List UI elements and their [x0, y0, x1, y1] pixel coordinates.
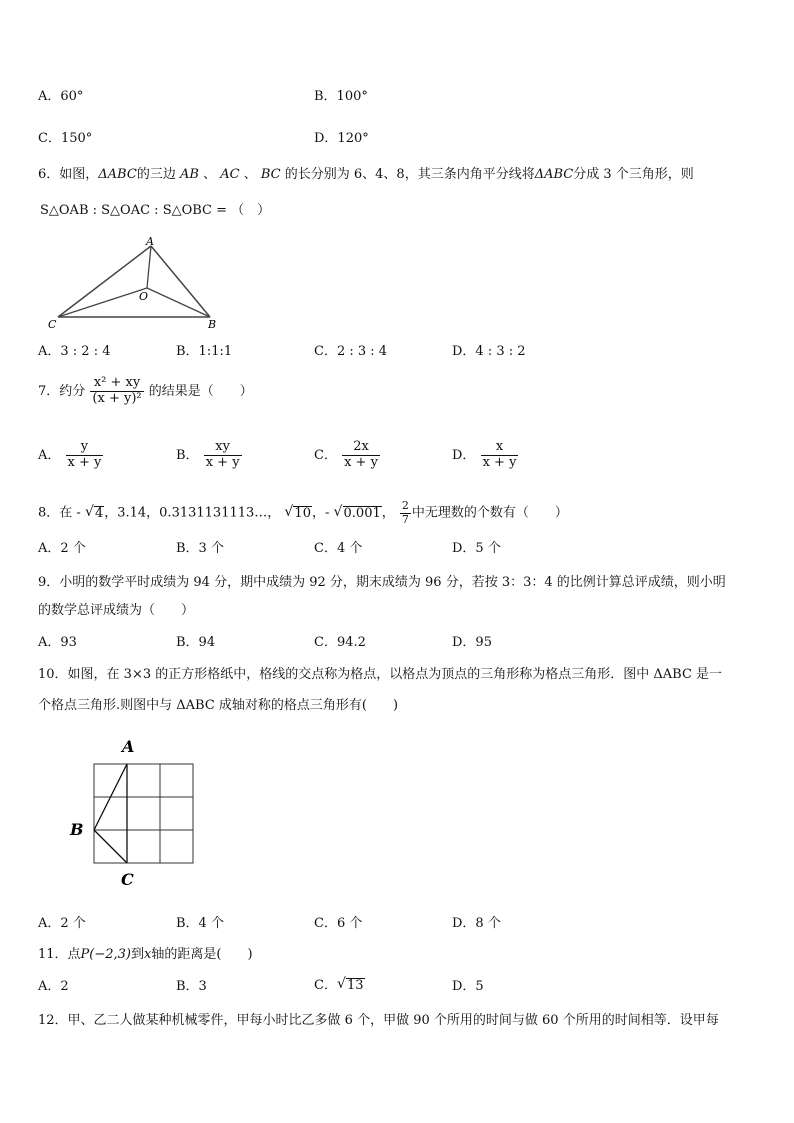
- frac-num: xy: [204, 440, 242, 456]
- q10-grid-figure: [64, 734, 204, 892]
- q6-side-bc: BC: [260, 167, 281, 182]
- q7-option-b-label: B．: [176, 447, 199, 463]
- q10-grid-lines: [94, 764, 193, 863]
- radicand: 13: [346, 978, 364, 993]
- q11-axis: x: [144, 947, 152, 962]
- frac-den: 7: [401, 512, 409, 526]
- q6-ratio-line: S△OAB : S△OAC : S△OBC = （ ）: [40, 203, 271, 218]
- q7-option-d-label: D．: [452, 447, 476, 463]
- frac-den: x + y: [205, 454, 240, 470]
- q7-option-a-label: A．: [38, 447, 61, 463]
- q11-option-a: A．2: [38, 979, 69, 994]
- q8-mid1: ，3.14，0.3131131113…，: [104, 505, 281, 521]
- q11-sqrt-13: [337, 978, 365, 993]
- q8-fraction: [400, 500, 411, 526]
- q11-option-b: B．3: [176, 979, 207, 994]
- q6-label-b: B: [208, 318, 217, 330]
- q11-stem: [38, 948, 253, 961]
- q7-stem: [38, 376, 253, 407]
- q5-option-a: A．60°: [38, 89, 84, 104]
- q10-triangle-abc: [94, 764, 127, 863]
- q5-option-d: D．120°: [314, 131, 369, 146]
- q8-stem: [38, 500, 568, 526]
- q6-sep: 、: [203, 167, 217, 182]
- q11-point: P(−2,3): [80, 947, 132, 962]
- q6-stem-mid2: 的长分别为 6、4、8，其三条内角平分线将: [284, 167, 535, 182]
- q7-stem-post: 的结果是（ ）: [148, 383, 253, 399]
- q7-frac-num: x² + xy: [90, 376, 143, 392]
- q7-option-a: [38, 440, 104, 471]
- frac-den: x + y: [67, 454, 102, 470]
- q12-stem-line1: 12．甲、乙二人做某种机械零件，甲每小时比乙多做 6 个，甲做 90 个所用的时间与做 60 个所用的时间相等．设甲每: [38, 1013, 719, 1028]
- frac-num: x: [481, 440, 519, 456]
- q9-option-c: C．94.2: [314, 635, 366, 650]
- q8-option-b: B．3 个: [176, 541, 224, 556]
- q6-stem: [38, 168, 694, 181]
- q8-option-a: A．2 个: [38, 541, 86, 556]
- q9-option-b: B．94: [176, 635, 216, 650]
- q6-stem-end: 分成 3 个三角形，则: [573, 167, 694, 182]
- q11-option-c-label: C．: [314, 978, 337, 993]
- q11-option-c: [314, 978, 365, 993]
- q5-option-c: C．150°: [38, 131, 93, 146]
- q10-stem-line1: 10．如图，在 3×3 的正方形格纸中，格线的交点称为格点，以格点为顶点的三角形称为格点三角形．图中 ΔABC 是一: [38, 667, 723, 682]
- q8-mid2: ，-: [311, 505, 330, 521]
- q8-option-c: C．4 个: [314, 541, 363, 556]
- q11-stem-post: 轴的距离是( ): [151, 947, 253, 962]
- q7-option-c-label: C．: [314, 447, 337, 463]
- q10-option-d: D．8 个: [452, 916, 501, 931]
- q8-sqrt-0001: [334, 506, 382, 521]
- q6-option-a: A．3 : 2 : 4: [38, 344, 111, 359]
- q10-option-c: C．6 个: [314, 916, 363, 931]
- q5-option-b: B．100°: [314, 89, 368, 104]
- q8-sqrt-4: [85, 506, 104, 521]
- frac-num: y: [66, 440, 104, 456]
- q6-triangle: ΔABC: [534, 167, 574, 182]
- q6-option-b: B．1:1:1: [176, 344, 233, 359]
- q11-stem-mid: 到: [131, 947, 145, 962]
- q6-side-ac: AC: [220, 167, 240, 182]
- frac-den: x + y: [344, 454, 378, 470]
- radicand: 10: [294, 505, 311, 521]
- q9-option-a: A．93: [38, 635, 77, 650]
- q7-stem-pre: 7．约分: [38, 383, 86, 399]
- q7-option-b-frac: [204, 440, 242, 471]
- q6-option-c: C．2 : 3 : 4: [314, 344, 388, 359]
- q6-side-ab: AB: [179, 167, 199, 182]
- q7-option-d-frac: [481, 440, 519, 471]
- frac-num: 2x: [342, 440, 380, 456]
- q6-label-o: O: [139, 290, 149, 303]
- q6-label-c: C: [48, 318, 57, 330]
- q8-sqrt-10: [284, 506, 312, 521]
- q11-stem-pre: 11．点: [38, 947, 81, 962]
- q7-frac-den: (x + y)²: [92, 390, 142, 406]
- q7-option-c-frac: [342, 440, 380, 471]
- q10-option-b: B．4 个: [176, 916, 224, 931]
- q7-option-d: [452, 440, 519, 471]
- q10-label-c: C: [121, 870, 134, 889]
- radicand: 4: [94, 505, 104, 521]
- q10-label-b: B: [70, 820, 84, 839]
- q7-option-a-frac: [66, 440, 104, 471]
- q8-option-d: D．5 个: [452, 541, 501, 556]
- q7-fraction: [90, 376, 143, 407]
- q6-stem-mid1: 的三边: [136, 167, 176, 182]
- q7-option-c: [314, 440, 381, 471]
- q6-option-d: D．4 : 3 : 2: [452, 344, 526, 359]
- q9-stem-line2: 的数学总评成绩为（ ）: [38, 603, 195, 618]
- q6-label-a: A: [146, 235, 154, 248]
- q6-sep: 、: [243, 167, 257, 182]
- q9-stem-line1: 9．小明的数学平时成绩为 94 分，期中成绩为 92 分，期末成绩为 96 分，若按 3：3：4 的比例计算总评成绩，则小明: [38, 575, 726, 590]
- q10-stem-line2: 个格点三角形.则图中与 ΔABC 成轴对称的格点三角形有( ): [38, 698, 399, 713]
- q7-option-b: [176, 440, 243, 471]
- q8-mid3: ，: [381, 505, 395, 521]
- q6-triangle: ΔABC: [98, 167, 137, 182]
- q9-option-d: D．95: [452, 635, 492, 650]
- q8-stem-post: 中无理数的个数有（ ）: [411, 505, 568, 521]
- q10-option-a: A．2 个: [38, 916, 86, 931]
- q6-stem-pre: 6．如图，: [38, 167, 99, 182]
- frac-den: x + y: [482, 454, 517, 470]
- q6-triangle-figure: [44, 234, 224, 330]
- q10-label-a: A: [122, 737, 135, 756]
- q8-stem-pre: 8．在 -: [38, 505, 81, 521]
- radicand: 0.001: [343, 505, 381, 521]
- q11-option-d: D．5: [452, 979, 484, 994]
- frac-num: 2: [401, 499, 409, 512]
